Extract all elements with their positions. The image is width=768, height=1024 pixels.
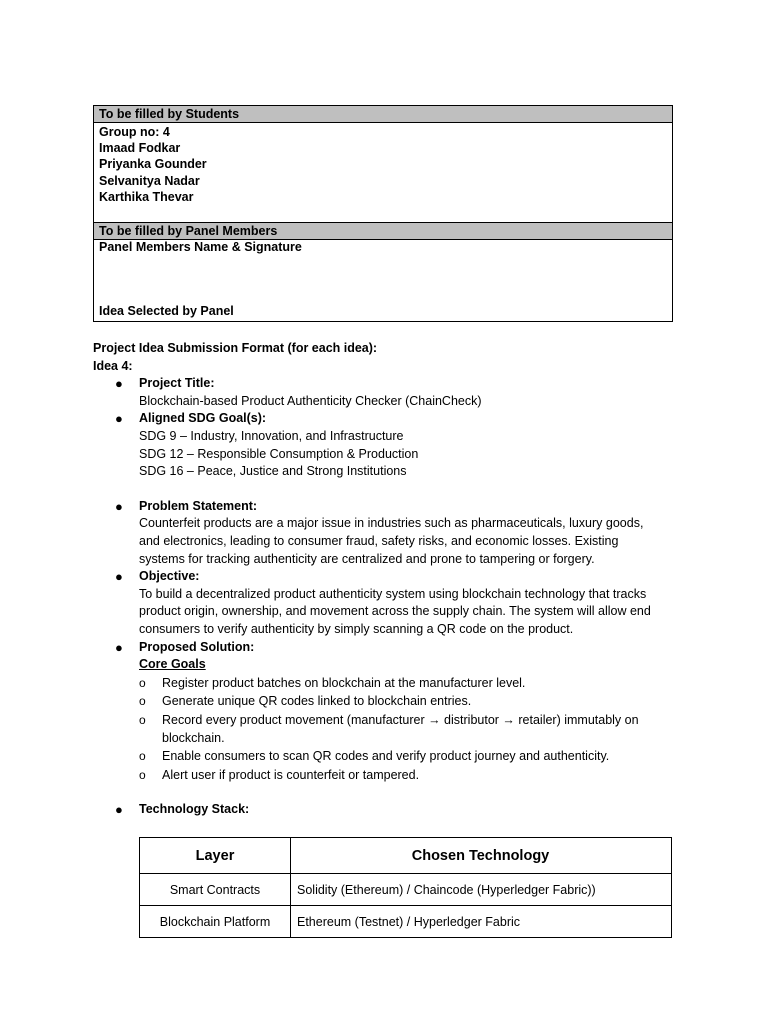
circle-bullet-icon: o <box>139 675 146 690</box>
sdg-item: SDG 9 – Industry, Innovation, and Infrastructure <box>139 428 404 443</box>
objective-label: Objective: <box>139 569 200 584</box>
core-goal-item: o Generate unique QR codes linked to blockchain entries. <box>93 692 683 710</box>
panel-members-label: Panel Members Name & Signature <box>99 240 302 254</box>
objective-section <box>93 568 683 638</box>
table-row <box>140 906 672 938</box>
idea-document <box>93 340 683 819</box>
technology-cell: Solidity (Ethereum) / Chaincode (Hyperledger Fabric)) <box>291 874 672 906</box>
bullet-icon: ● <box>115 376 123 392</box>
solution-section <box>93 639 683 674</box>
group-number: Group no: 4 <box>99 125 170 139</box>
idea-label: Idea 4: <box>93 358 133 373</box>
students-section-header: To be filled by Students <box>94 106 672 123</box>
circle-bullet-icon: o <box>139 712 146 727</box>
layer-cell: Smart Contracts <box>140 874 291 906</box>
core-goal-item: o Alert user if product is counterfeit or tampered. <box>93 766 683 784</box>
project-title-label: Project Title: <box>139 376 215 391</box>
problem-label: Problem Statement: <box>139 498 258 513</box>
core-goals-label: Core Goals <box>139 657 206 672</box>
submission-info-box <box>93 105 673 322</box>
problem-section <box>93 498 683 568</box>
column-header-layer: Layer <box>140 838 291 874</box>
table-row <box>140 874 672 906</box>
core-goal-continuation: blockchain. <box>162 730 225 745</box>
student-name: Imaad Fodkar <box>99 141 181 156</box>
core-goal-item: o Register product batches on blockchain at the manufacturer level. <box>93 674 683 692</box>
table-header-row <box>140 838 672 874</box>
bullet-icon: ● <box>115 569 123 585</box>
core-goal-item: o Record every product movement (manufacturer → distributor → retailer) immutably on <box>93 711 683 729</box>
sdg-item: SDG 12 – Responsible Consumption & Production <box>139 446 419 461</box>
objective-line: To build a decentralized product authenticity system using blockchain technology that tracks <box>139 586 647 601</box>
layer-cell: Blockchain Platform <box>140 906 291 938</box>
sdg-label: Aligned SDG Goal(s): <box>139 411 267 426</box>
panel-section-header: To be filled by Panel Members <box>94 222 672 240</box>
bullet-icon: ● <box>115 639 123 655</box>
tech-stack-label: Technology Stack: <box>139 802 250 817</box>
circle-bullet-icon: o <box>139 694 146 709</box>
project-title: Blockchain-based Product Authenticity Checker (ChainCheck) <box>139 393 482 408</box>
student-name: Selvanitya Nadar <box>99 173 200 188</box>
bullet-icon: ● <box>115 498 123 514</box>
format-title: Project Idea Submission Format (for each idea): <box>93 341 378 355</box>
student-name: Karthika Thevar <box>99 189 194 204</box>
objective-line: product origin, ownership, and movement across the supply chain. The system will allow end <box>139 604 651 619</box>
circle-bullet-icon: o <box>139 749 146 764</box>
circle-bullet-icon: o <box>139 767 146 782</box>
problem-line: and electronics, leading to consumer fraud, safety risks, and economic losses. Existing <box>139 533 619 548</box>
tech-stack-section <box>93 801 683 819</box>
sdg-section <box>93 410 683 480</box>
column-header-technology: Chosen Technology <box>291 838 672 874</box>
problem-line: systems for tracking authenticity are centralized and prone to tampering or forgery. <box>139 551 595 566</box>
project-title-section <box>93 375 683 410</box>
students-list <box>99 124 207 205</box>
tech-stack-table <box>139 837 672 938</box>
objective-line: consumers to verify authenticity by simply scanning a QR code on the product. <box>139 621 574 636</box>
sdg-item: SDG 16 – Peace, Justice and Strong Institutions <box>139 464 407 479</box>
solution-label: Proposed Solution: <box>139 639 255 654</box>
problem-line: Counterfeit products are a major issue in industries such as pharmaceuticals, luxury goods, <box>139 516 644 531</box>
student-name: Priyanka Gounder <box>99 157 207 172</box>
technology-cell: Ethereum (Testnet) / Hyperledger Fabric <box>291 906 672 938</box>
core-goal-item: o Enable consumers to scan QR codes and verify product journey and authenticity. <box>93 747 683 765</box>
idea-selected-label: Idea Selected by Panel <box>99 304 234 318</box>
bullet-icon: ● <box>115 411 123 427</box>
bullet-icon: ● <box>115 802 123 818</box>
